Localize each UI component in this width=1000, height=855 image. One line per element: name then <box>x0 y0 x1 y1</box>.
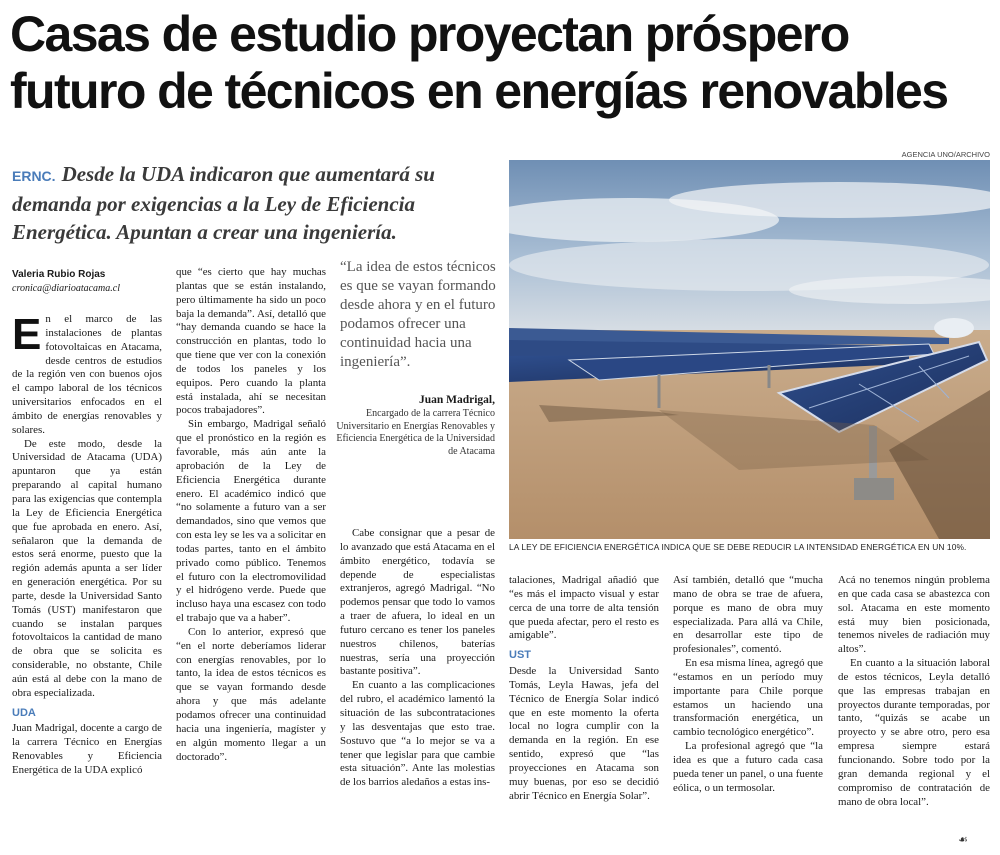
article-paragraph: talaciones, Madrigal añadió que “es más el impacto visual y estar cerca de una torre de alta tensión que pueda afectar, pero el resto es amigable”. <box>509 574 659 642</box>
article-paragraph: Acá no tenemos ningún problema en que cada casa se abastezca con sol. Atacama en este momento está muy bien posicionada, tenemos niveles de radiación muy altos”. <box>838 574 990 656</box>
article-paragraph: En esa misma línea, agregó que “estamos en un período muy importante para Chile porque estamos un haciendo una transformación energética, un cambio tecnológico energético”. <box>673 657 823 739</box>
subhead-ust: UST <box>509 649 531 662</box>
byline <box>12 268 172 296</box>
article-paragraph <box>12 313 162 438</box>
article-paragraph: Juan Madrigal, docente a cargo de la carrera Técnico en Energías Renovables y Eficiencia Energética de la UDA explicó <box>12 722 162 776</box>
headline: Casas de estudio proyectan próspero futuro de técnicos en energías renovables <box>10 6 948 119</box>
article-paragraph: De este modo, desde la Universidad de Atacama (UDA) apuntaron que ya están preparando al capital humano para las exigencias que contempla la Ley de Eficiencia Energética que fue aprobada en enero. Así, señalaron que la demanda de estos será enorme, puesto que la región además apunta a ser líder en generación energética. Por su parte, desde la Universidad Santo Tomás (UST) manifestaron que cuando se instalan parques fotovoltaicos la cantidad de mano de obra que se solicita es considerable, no obstante, Chile aún está al debe con la mano de obra especializada. <box>12 437 162 699</box>
article-paragraph: En cuanto a las complicaciones del rubro, el académico lamentó la situación de las subcontrataciones y las desventajas que esto trae. Sostuvo que “a lo mejor se va a tener que legislar para que cambie esta situación”. Ante las molestias de los barrios aledaños a estas ins- <box>340 679 495 789</box>
pull-quote-author: Juan Madrigal, <box>418 394 495 406</box>
article-paragraph: La profesional agregó que “la idea es que a futuro cada casa pueda tener un panel, o una fuente eólica, o un termosolar. <box>673 740 823 794</box>
article-paragraph: Desde la Universidad Santo Tomás, Leyla Hawas, jefa del Técnico de Energía Solar indicó que en este momento la oferta local no logra cumplir con la demanda en la región. En ese sentido, expresó que “las proyecciones en Atacama son muy buenas, por eso se decidió abrir Técnico en Energía Solar”. <box>509 665 659 802</box>
solar-farm-photo <box>509 160 990 539</box>
article-paragraph: Sin embargo, Madrigal señaló que el pronóstico en la región es favorable, más aún ante la aprobación de la Ley de Eficiencia Energética durante enero. El académico indicó que “no solamente a futuro van a ser demandados, sino que vemos que con esta ley se les va a solicitar en todas partes, tanto en el ámbito privado como público. Tenemos el futuro con la electromovilidad y el hidrógeno verde. Puede que incluso haya una escasez con todo el trabajo que va a haber”. <box>176 418 326 625</box>
article-paragraph: Con lo anterior, expresó que “en el norte deberíamos liderar con energías renovables, por lo tanto, la idea de estos técnicos es que se vayan formando desde ahora y que más adelante podamos ofrecer una continuidad hacia una ingeniería, magíster y en algún momento llegar a un doctorado”. <box>176 625 326 763</box>
article-paragraph: En cuanto a la situación laboral de estos técnicos, Leyla detalló que las empresas trabajan en proyectos durante temporadas, por tanto, “quizás se acabe un proyecto y se abre otro, pero esa empresa siempre estará funcionando. Sobre todo por la gran demanda regional y el compromiso de contratación de mano de obra local”. <box>838 657 990 808</box>
lede-kicker: ERNC. <box>12 168 56 184</box>
article-paragraph: Cabe consignar que a pesar de lo avanzado que está Atacama en el ámbito energético, todavía se depende de especialistas extranjeros, agregó Madrigal. “No podemos pensar que todo lo vamos a traer de afuera, lo ideal en un futuro cercano es tener los paneles nuestros chilenos, baterías nuestras, sería una proyección bastante positiva”. <box>340 527 495 678</box>
article-column-2 <box>176 266 326 848</box>
byline-name: Valeria Rubio Rojas <box>12 269 106 280</box>
lede-text: Desde la UDA indicaron que aumentará su demanda por exigencias a la Ley de Eficiencia Energética. Apuntan a crear una ingeniería. <box>12 162 435 244</box>
article-column-4 <box>509 574 659 848</box>
lede <box>12 160 497 246</box>
subhead-uda: UDA <box>12 706 36 719</box>
end-mark-icon: ☙ <box>958 833 968 846</box>
article-column-6 <box>838 574 990 833</box>
article-column-3 <box>340 527 495 848</box>
article-paragraph: que “es cierto que hay muchas plantas que se están instalando, pero últimamente ha sido un poco baja la demanda”. Así, detalló que “hay demanda cuando se hace la construcción en plantas, todo lo que tiene que ver con la conexión de todos los paneles y los equipos. Pero cuando la planta está instalada, ahí se necesitan pocos trabajadores”. <box>176 266 326 417</box>
article-column-1 <box>12 313 162 848</box>
article-column-5 <box>673 574 823 848</box>
pull-quote: “La idea de estos técnicos es que se vayan formando desde ahora y en el futuro podamos ofrecer una continuidad hacia una ingeniería”. <box>340 259 496 370</box>
drop-cap: E <box>12 313 42 359</box>
photo-credit: AGENCIA UNO/ARCHIVO <box>901 150 990 159</box>
article-paragraph: Así también, detalló que “mucha mano de obra se trae de afuera, porque es mano de obra muy especializada. Para allá va Chile, en desarrollar este tipo de profesionales”, comentó. <box>673 574 823 656</box>
pull-quote-role: Encargado de la carrera Técnico Universitario en Energías Renovables y Eficiencia Energética de la Universidad de Atacama <box>336 408 495 457</box>
solar-panels-illustration <box>509 160 990 539</box>
byline-email[interactable]: cronica@diarioatacama.cl <box>12 283 120 294</box>
photo-caption: LA LEY DE EFICIENCIA ENERGÉTICA INDICA QUE SE DEBE REDUCIR LA INTENSIDAD ENERGÉTICA EN UN 10%. <box>509 542 967 552</box>
paragraph-text: n el marco de las instalaciones de plantas fotovoltaicas en Atacama, desde centros de estudios de la región ven con buenos ojos el campo laboral de los técnicos universitarios enfocados en el ámbito de energías renovables y solares. <box>12 313 162 436</box>
